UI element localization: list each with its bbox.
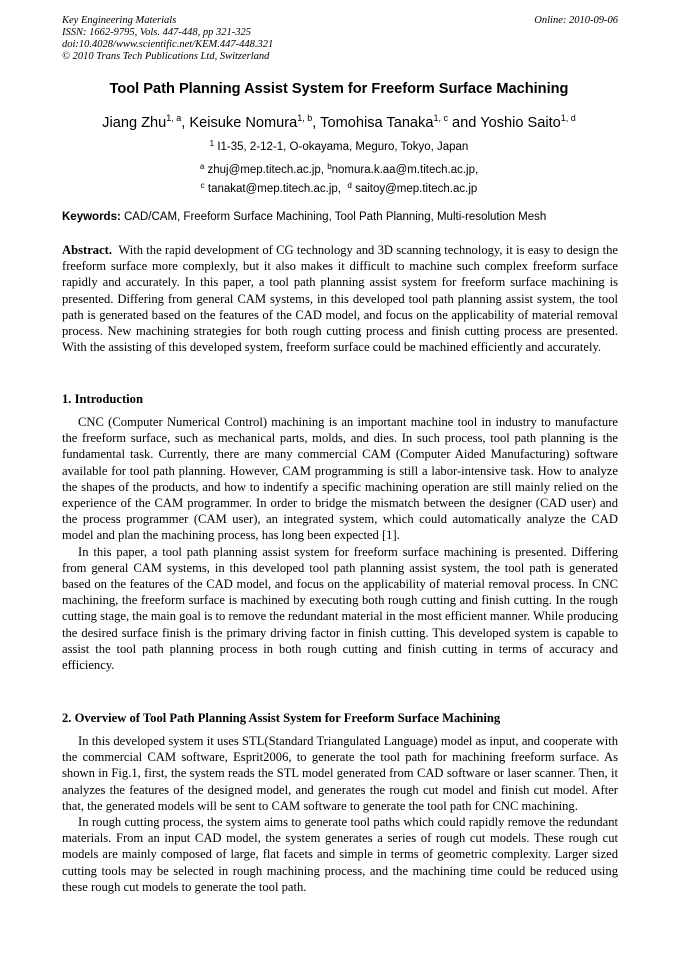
- author-affil-mark: 1, b: [297, 113, 313, 123]
- keywords-label: Keywords:: [62, 211, 121, 223]
- body-paragraph: In this paper, a tool path planning assist system for freeform surface machining is presented. Differing from general CAM systems, in this developed tool path planning assist system, the tool path is generated based on the features of the CAD model, and focus on the applicability of material removal process. In CNC machining, the freeform surface is machined by executing both rough cutting and finish cutting. In the rough cutting stage, the main goal is to remove the redundant material in the most efficient manner. While producing the desired surface finish is the primary driving factor in finish cutting. This developed system is capable to assist the tool path planning process in both rough cutting and finish cutting in terms of accuracy and efficiency.: [62, 544, 618, 673]
- email-mark: d: [347, 181, 352, 190]
- author-list: [0, 113, 678, 131]
- section-heading: 1. Introduction: [62, 392, 143, 406]
- affiliation-mark: 1: [209, 139, 215, 148]
- email-line: [0, 178, 678, 197]
- author-separator: ,: [181, 115, 190, 131]
- journal-name: Key Engineering Materials: [62, 15, 177, 26]
- email-mark: c: [200, 181, 205, 190]
- author-name: Tomohisa Tanaka: [320, 115, 434, 131]
- keywords-line: [62, 211, 618, 223]
- copyright-line: © 2010 Trans Tech Publications Ltd, Switzerland: [62, 51, 270, 62]
- email-address: zhuj@mep.titech.ac.jp,: [207, 164, 324, 176]
- email-mark: b: [327, 162, 332, 171]
- affiliation-address: I1-35, 2-12-1, O-okayama, Meguro, Tokyo, Japan: [217, 141, 469, 153]
- issn-line: ISSN: 1662-9795, Vols. 447-448, pp 321-325: [62, 27, 251, 38]
- author-affil-mark: 1, d: [560, 113, 576, 123]
- author-name: Keisuke Nomura: [189, 115, 298, 131]
- author: [189, 115, 312, 131]
- author-separator: ,: [312, 115, 321, 131]
- abstract-text: With the rapid development of CG technology and 3D scanning technology, it is easy to design the freeform surface more complexly, but it also makes it difficult to machine such complex freeform surface rapidly and accurately. In this paper, a tool path planning assist system for freeform surface machining is presented. Differing from general CAM systems, in this developed tool path planning assist system, the tool path is generated based on the features of the CAD model, and focus on the applicability of material removal process. New machining strategies for both rough cutting process and finish cutting process are presented. With the assisting of this developed system, freeform surface could be machined efficiently and accurately.: [62, 243, 618, 355]
- author: [102, 115, 181, 131]
- body-paragraph: In this developed system it uses STL(Standard Triangulated Language) model as input, and cooperate with the commercial CAM software, Esprit2006, to generate the tool path for machining freeform surface. As shown in Fig.1, first, the system reads the STL model generated from CAD software or laser scanner. Then, it analyzes the features of the designed model, and generates the rough cut model and finish cut model. After that, the generated models will be sent to CAM software to generate the tool path for CNC machining.: [62, 734, 618, 813]
- online-date: Online: 2010-09-06: [534, 15, 618, 26]
- author: [480, 115, 576, 131]
- email-mark: a: [199, 162, 205, 171]
- author-name: Yoshio Saito: [480, 115, 561, 131]
- paper-title: Tool Path Planning Assist System for Freeform Surface Machining: [109, 81, 569, 97]
- author-emails: [0, 159, 678, 197]
- email-address: tanakat@mep.titech.ac.jp,: [207, 183, 342, 195]
- author-separator: and: [447, 115, 481, 131]
- doi-line: doi:10.4028/www.scientific.net/KEM.447-448.321: [62, 39, 274, 50]
- section-body: [62, 733, 618, 895]
- email-address: nomura.k.aa@m.titech.ac.jp,: [331, 164, 479, 176]
- author-affil-mark: 1, c: [433, 113, 448, 123]
- keywords-text: CAD/CAM, Freeform Surface Machining, Tool Path Planning, Multi-resolution Mesh: [124, 211, 547, 223]
- email-line: [0, 159, 678, 178]
- email-address: saitoy@mep.titech.ac.jp: [355, 183, 478, 195]
- section-heading: 2. Overview of Tool Path Planning Assist System for Freeform Surface Machining: [62, 711, 501, 725]
- author: [320, 115, 448, 131]
- abstract-label: Abstract.: [62, 243, 113, 257]
- author-affil-mark: 1, a: [166, 113, 182, 123]
- abstract: [62, 242, 618, 355]
- body-paragraph: CNC (Computer Numerical Control) machining is an important machine tool in industry to manufacture the freeform surface, such as mechanical parts, molds, and dies. In such process, tool path planning is the fundamental task. Currently, there are many commercial CAM (Computer Aided Manufacturing) software available for tool path planning. However, CAM programming is still a labor-intensive task. How to analyze the shapes of the products, and how to indentify a specific machining operation are still mainly relied on the experience of the CAM programmer. In order to bridge the mismatch between the designer (CAD user) and the process programmer (CAM user), an integrated system, which could automatically analyze the CAD model and plan the machining process, has long been expected [1].: [62, 415, 618, 543]
- body-paragraph: In rough cutting process, the system aims to generate tool paths which could rapidly remove the redundant materials. From an input CAD model, the system generates a series of rough cut models. These rough cut models are mainly composed of large, flat facets and simple in terms of geometric complexity. Larger sized cutting tools may be selected in rough machining process, and the machining time could be reduced using these rough cut models to generate the tool path.: [62, 815, 618, 894]
- affiliation: [0, 139, 678, 153]
- journal-header: [62, 15, 618, 63]
- author-name: Jiang Zhu: [102, 115, 167, 131]
- section-body: [62, 414, 618, 673]
